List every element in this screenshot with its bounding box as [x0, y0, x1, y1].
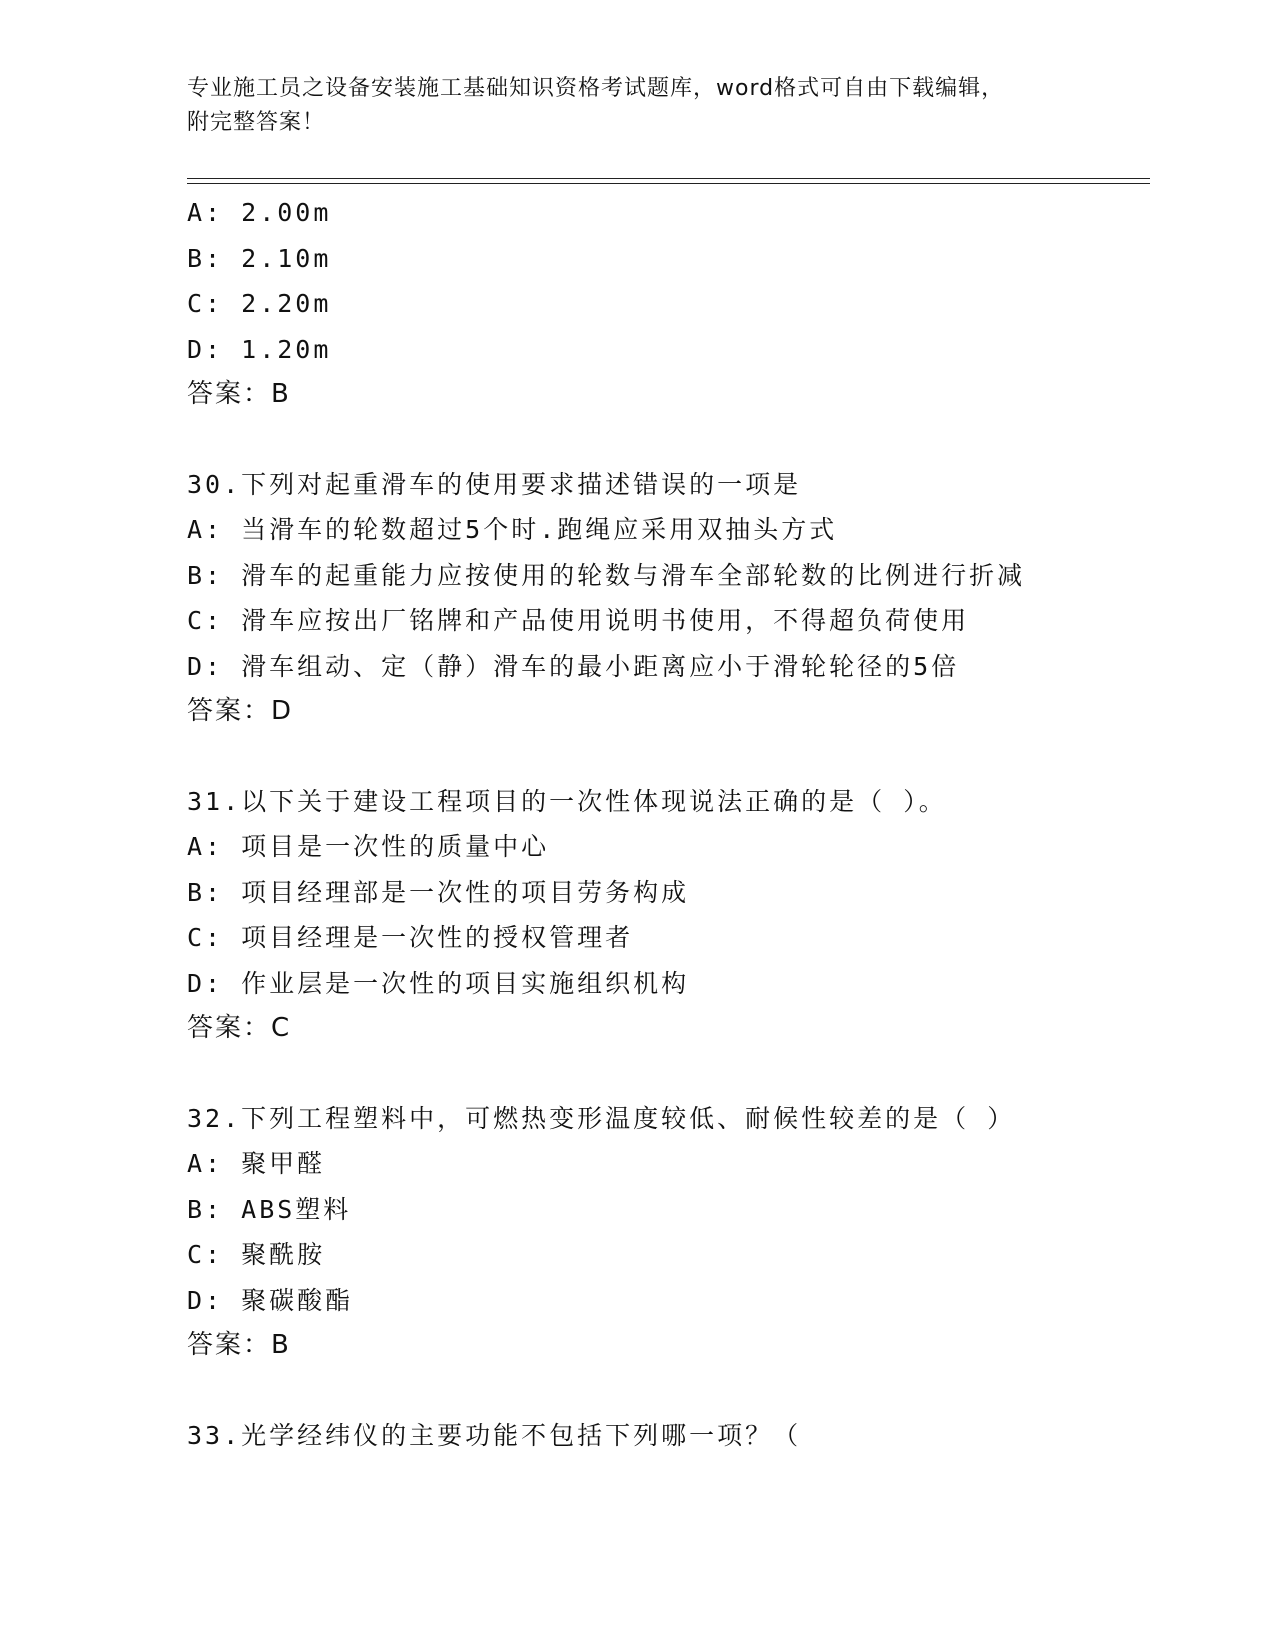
option-b: B: 项目经理部是一次性的项目劳务构成	[187, 877, 690, 907]
question-text: 31.以下关于建设工程项目的一次性体现说法正确的是（ ）。	[187, 786, 947, 816]
question-30	[187, 462, 1147, 735]
header-line-1: 专业施工员之设备安装施工基础知识资格考试题库，word格式可自由下载编辑，	[187, 76, 1005, 101]
question-29	[187, 190, 1147, 418]
question-list	[187, 190, 1147, 1458]
answer: 答案：B	[187, 379, 291, 409]
option-d: D: 滑车组动、定（静）滑车的最小距离应小于滑轮轮径的5倍	[187, 651, 960, 681]
option-a: A: 聚甲醛	[187, 1149, 326, 1178]
option-d: D: 1.20m	[187, 334, 332, 364]
option-a: A: 当滑车的轮数超过5个时.跑绳应采用双抽头方式	[187, 515, 838, 544]
document-header	[187, 72, 1087, 140]
option-c: C: 聚酰胺	[187, 1240, 326, 1269]
spacer	[187, 418, 1147, 462]
answer: 答案：D	[187, 696, 294, 726]
question-32	[187, 1096, 1147, 1369]
header-line-2: 附完整答案！	[187, 110, 326, 135]
option-c: C: 2.20m	[187, 289, 332, 318]
option-c: C: 滑车应按出厂铭牌和产品使用说明书使用，不得超负荷使用	[187, 606, 970, 635]
spacer	[187, 1369, 1147, 1413]
header-divider-top	[187, 178, 1150, 179]
option-b: B: ABS塑料	[187, 1194, 352, 1224]
header-divider-bottom	[187, 183, 1150, 184]
option-d: D: 作业层是一次性的项目实施组织机构	[187, 968, 690, 998]
option-b: B: 滑车的起重能力应按使用的轮数与滑车全部轮数的比例进行折减	[187, 560, 1026, 590]
option-b: B: 2.10m	[187, 243, 332, 273]
question-31	[187, 779, 1147, 1052]
question-text: 30.下列对起重滑车的使用要求描述错误的一项是	[187, 469, 802, 499]
spacer	[187, 1052, 1147, 1096]
option-c: C: 项目经理是一次性的授权管理者	[187, 923, 634, 952]
question-33	[187, 1413, 1147, 1459]
option-a: A: 2.00m	[187, 198, 332, 227]
answer: 答案：C	[187, 1013, 292, 1043]
spacer	[187, 735, 1147, 779]
option-a: A: 项目是一次性的质量中心	[187, 832, 550, 861]
answer: 答案：B	[187, 1330, 291, 1360]
question-text: 32.下列工程塑料中，可燃热变形温度较低、耐候性较差的是（ ）	[187, 1103, 1016, 1133]
option-d: D: 聚碳酸酯	[187, 1285, 354, 1315]
question-text: 33.光学经纬仪的主要功能不包括下列哪一项？（	[187, 1420, 802, 1450]
